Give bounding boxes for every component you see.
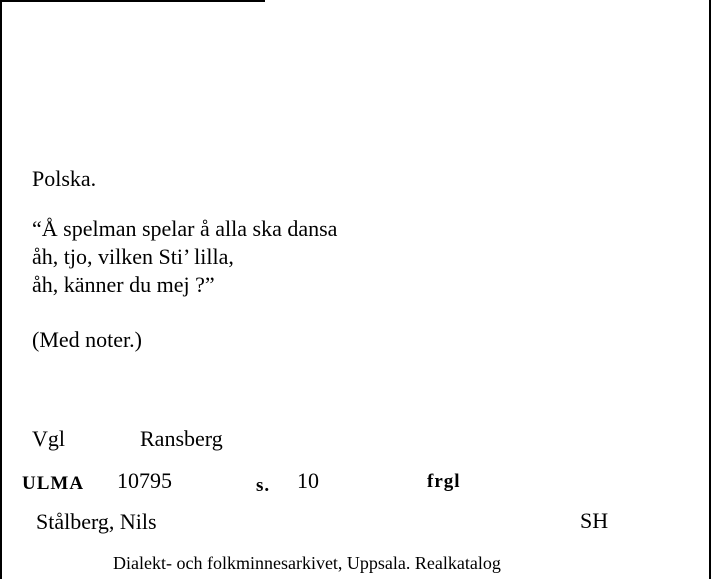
archive-footer: Dialekt- och folkminnesarkivet, Uppsala. Realkatalog (113, 553, 501, 573)
page-number: 10 (297, 468, 319, 493)
initials: SH (580, 508, 609, 533)
category-code: frgl (427, 471, 461, 492)
card-note: (Med noter.) (32, 327, 142, 352)
place-label: Ransberg (140, 426, 223, 451)
region-label: Vgl (32, 426, 65, 451)
verse-line-1: “Å spelman spelar å alla ska dansa (32, 216, 338, 241)
page-label: s. (256, 475, 271, 496)
card-title: Polska. (32, 166, 97, 191)
archive-number: 10795 (117, 468, 172, 493)
verse-line-3: åh, känner du mej ?” (32, 272, 215, 297)
archive-code: ULMA (22, 473, 85, 494)
verse-line-2: åh, tjo, vilken Sti’ lilla, (32, 244, 234, 269)
card-left-border (0, 0, 2, 579)
collector-name: Stålberg, Nils (36, 509, 157, 534)
card-top-rule (0, 0, 265, 2)
